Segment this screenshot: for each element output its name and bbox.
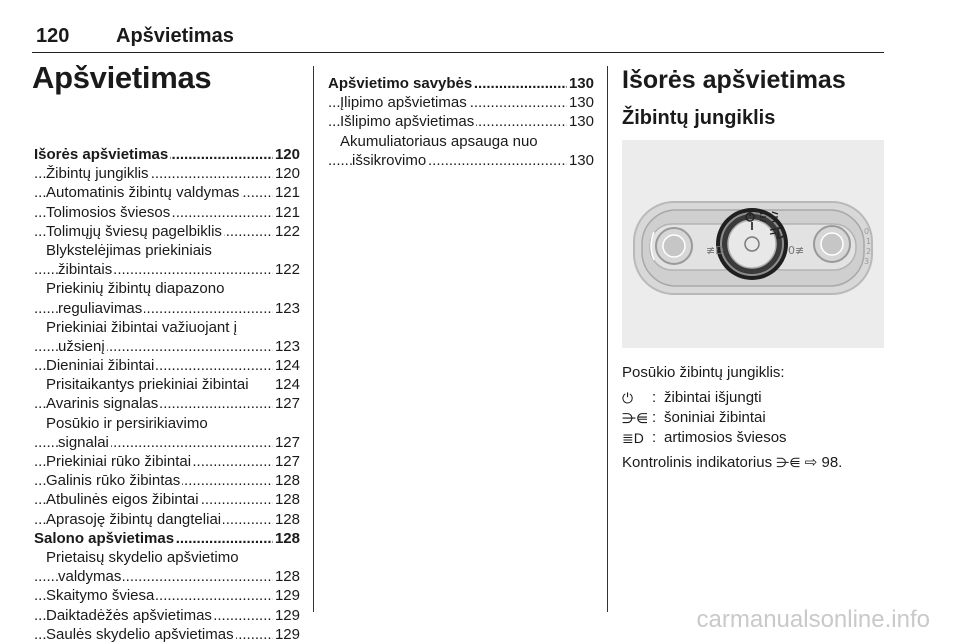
figure-caption: Posūkio žibintų jungiklis: xyxy=(622,364,785,381)
toc-entry-title: Priekinių žibintų diapazono xyxy=(46,280,225,298)
toc-entry-title: Tolimųjų šviesų pagelbiklis xyxy=(46,222,222,240)
toc-entry-page: 120 xyxy=(274,146,300,163)
toc-entry-title: žibintais xyxy=(58,261,113,279)
column-divider-right xyxy=(607,66,608,612)
toc-entry-title: Prisitaikantys priekiniai žibintai xyxy=(46,376,249,394)
toc-entry-title: Atbulinės eigos žibintai xyxy=(46,491,199,509)
toc-entry[interactable] xyxy=(34,356,300,375)
column-divider-left xyxy=(313,66,314,612)
legend-separator: : xyxy=(652,409,657,426)
toc-entry-title: Priekiniai rūko žibintai xyxy=(46,453,192,470)
toc-entry[interactable] xyxy=(328,112,594,131)
toc-entry-title: Avarinis signalas xyxy=(46,395,159,413)
running-title: Apšvietimas xyxy=(116,25,234,47)
page-header xyxy=(32,22,884,53)
legend-item xyxy=(622,408,884,428)
light-switch-figure xyxy=(622,140,884,348)
toc-entry-page: 128 xyxy=(274,529,300,547)
toc-entry-page: 121 xyxy=(274,203,300,221)
toc-entry-page: 121 xyxy=(274,184,300,202)
toc-entry-title: Išorės apšvietimas xyxy=(34,146,169,163)
toc-entry[interactable] xyxy=(34,337,300,356)
toc-entry-page: 127 xyxy=(274,453,300,470)
toc-entry-title: Žibintų jungiklis xyxy=(46,165,149,183)
toc-entry-page: 130 xyxy=(568,151,594,169)
toc-entry-title: Prietaisų skydelio apšvietimo xyxy=(46,548,239,566)
indicator-page-ref: 98. xyxy=(821,454,843,471)
toc-entry-page: 122 xyxy=(274,222,300,240)
switch-legend xyxy=(622,388,884,448)
toc-entry[interactable] xyxy=(34,164,300,183)
toc-entry-page: 127 xyxy=(274,433,300,451)
toc-entry[interactable] xyxy=(34,586,300,605)
toc-entry-page: 127 xyxy=(274,395,300,413)
low-beam-icon: ≣D xyxy=(622,430,644,446)
rear-fog-icon: 0≢ xyxy=(788,244,805,257)
section-title: Išorės apšvietimas xyxy=(622,66,846,94)
front-fog-icon: ≢D xyxy=(706,244,724,257)
reference-arrow-icon: ⇨ xyxy=(804,454,818,471)
toc-entry[interactable] xyxy=(34,606,300,625)
toc-entry-title: užsienį xyxy=(58,337,105,355)
legend-item xyxy=(622,388,884,408)
toc-entry[interactable] xyxy=(34,260,300,279)
toc-entry-title: Galinis rūko žibintas xyxy=(46,472,181,490)
watermark: carmanualsonline.info xyxy=(696,606,930,633)
toc-entry-page: 128 xyxy=(274,568,300,586)
toc-entry[interactable] xyxy=(34,625,300,644)
toc-column-right xyxy=(328,74,594,170)
legend-separator: : xyxy=(652,429,657,446)
light-switch-illustration xyxy=(622,140,884,348)
chapter-title: Apšvietimas xyxy=(32,60,212,95)
toc-entry[interactable] xyxy=(34,183,300,202)
toc-entry[interactable] xyxy=(34,203,300,222)
toc-entry-page: 130 xyxy=(568,75,594,92)
toc-entry-title: Daiktadėžės apšvietimas xyxy=(46,606,212,624)
toc-entry[interactable] xyxy=(328,132,594,151)
toc-entry-page: 124 xyxy=(274,357,300,375)
toc-entry[interactable] xyxy=(34,567,300,586)
toc-entry-page: 129 xyxy=(274,625,300,643)
toc-entry[interactable] xyxy=(34,299,300,318)
toc-entry-page: 130 xyxy=(568,94,594,112)
toc-entry-page: 128 xyxy=(274,510,300,528)
toc-entry-title: Blykstelėjimas priekiniais xyxy=(46,241,212,259)
toc-entry[interactable] xyxy=(34,145,300,164)
toc-entry[interactable] xyxy=(34,222,300,241)
toc-entry[interactable] xyxy=(328,93,594,112)
toc-entry-page: 123 xyxy=(274,337,300,355)
dial-label-0: 0 xyxy=(864,227,870,236)
toc-entry[interactable] xyxy=(328,74,594,93)
toc-entry[interactable] xyxy=(34,394,300,413)
dial-label-2: 2 xyxy=(866,247,872,256)
toc-entry-title: signalai xyxy=(58,433,109,451)
indicator-text: Kontrolinis indikatorius xyxy=(622,454,773,471)
toc-entry-title: Įlipimo apšvietimas xyxy=(340,94,467,112)
toc-entry-title: Priekiniai žibintai važiuojant į xyxy=(46,318,237,336)
page-number: 120 xyxy=(36,25,70,47)
legend-item xyxy=(622,428,884,448)
legend-label: žibintai išjungti xyxy=(664,389,762,406)
toc-entry-page: 129 xyxy=(274,606,300,624)
toc-entry-page: 130 xyxy=(568,113,594,131)
toc-entry-title: Salono apšvietimas xyxy=(34,529,175,547)
toc-entry-title: reguliavimas xyxy=(58,299,143,317)
toc-entry[interactable] xyxy=(34,529,300,548)
dial-label-3: 3 xyxy=(864,257,870,266)
toc-entry-page: 120 xyxy=(274,165,300,183)
toc-entry-title: Posūkio ir persirikiavimo xyxy=(46,414,208,432)
toc-entry-title: Skaitymo šviesa xyxy=(46,587,155,605)
legend-separator: : xyxy=(652,389,657,406)
toc-entry-title: Apšvietimo savybės xyxy=(328,75,473,92)
toc-entry[interactable] xyxy=(34,318,300,337)
side-lights-icon: ⋺⋹ xyxy=(622,410,649,426)
toc-entry[interactable] xyxy=(34,510,300,529)
toc-entry-page: 124 xyxy=(274,376,300,394)
toc-entry[interactable] xyxy=(34,414,300,433)
subsection-title: Žibintų jungiklis xyxy=(622,107,776,129)
toc-entry[interactable] xyxy=(328,151,594,170)
side-lights-indicator-icon: ⋺⋹ xyxy=(776,455,801,470)
toc-entry-title: Išlipimo apšvietimas xyxy=(340,113,475,131)
toc-entry[interactable] xyxy=(34,279,300,298)
toc-entry[interactable] xyxy=(34,471,300,490)
toc-entry-page: 129 xyxy=(274,587,300,605)
toc-entry[interactable] xyxy=(34,490,300,509)
toc-entry-title: išsikrovimo xyxy=(352,151,427,169)
toc-entry-title: Automatinis žibintų valdymas xyxy=(46,184,240,202)
legend-label: artimosios šviesos xyxy=(664,429,787,446)
toc-entry-page: 128 xyxy=(274,491,300,509)
dial-label-1: 1 xyxy=(866,237,872,246)
toc-entry[interactable] xyxy=(34,375,300,394)
toc-entry-title: Dieniniai žibintai xyxy=(46,357,155,375)
toc-column-left xyxy=(34,145,300,644)
indicator-line xyxy=(622,453,842,471)
legend-label: šoniniai žibintai xyxy=(664,409,766,426)
toc-entry[interactable] xyxy=(34,548,300,567)
toc-entry-title: Saulės skydelio apšvietimas xyxy=(46,625,234,643)
toc-entry[interactable] xyxy=(34,452,300,471)
toc-entry-title: valdymas xyxy=(58,568,122,586)
toc-entry-page: 128 xyxy=(274,472,300,490)
toc-entry-title: Aprasoję žibintų dangteliai xyxy=(46,510,222,528)
toc-entry-title: Tolimosios šviesos xyxy=(46,203,171,221)
toc-entry-page: 122 xyxy=(274,261,300,279)
toc-entry-title: Akumuliatoriaus apsauga nuo xyxy=(340,132,538,150)
toc-entry-page: 123 xyxy=(274,299,300,317)
power-off-icon: ⏻ xyxy=(622,390,634,406)
toc-entry[interactable] xyxy=(34,241,300,260)
toc-entry[interactable] xyxy=(34,433,300,452)
